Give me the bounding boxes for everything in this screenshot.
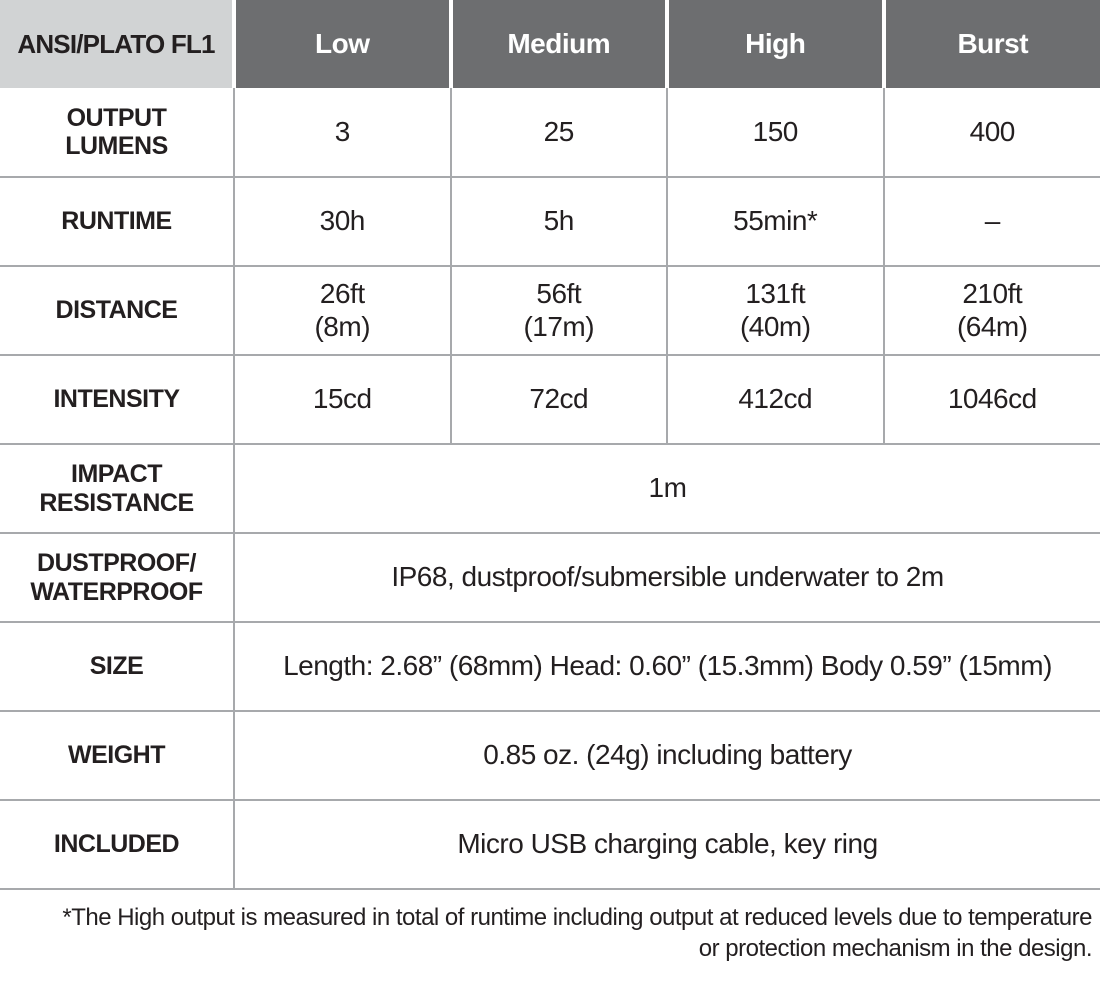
corner-header-ansi-plato-fl1: ANSI/PLATO FL1 [0,0,234,88]
cell-line: 3 [334,115,350,147]
row-label [0,88,234,177]
row-label-line: INCLUDED [53,830,180,859]
row-label-line: RUNTIME [61,207,172,236]
cell-line: 1046cd [947,383,1037,415]
value-cell [667,266,884,355]
value-cell-merged: 1m [234,444,1100,533]
spec-row-output-lumens [0,88,1100,177]
footnote [0,890,1100,964]
cell-line: 400 [969,115,1015,147]
row-label [0,355,234,444]
row-label [0,711,234,800]
column-header-high: High [667,0,884,88]
value-cell [884,88,1100,177]
row-label [0,444,234,533]
footnote-line: *The High output is measured in total of runtime including output at reduced levels due to temperature [62,904,1092,931]
spec-row-intensity [0,355,1100,444]
value-cell [667,355,884,444]
row-label-line: WEIGHT [68,741,165,770]
row-label [0,800,234,889]
cell-line: – [984,205,1000,237]
cell-line: 26ft [319,278,365,310]
row-label [0,177,234,266]
value-cell [884,177,1100,266]
row-label-line: RESISTANCE [39,488,194,517]
cell-line: 150 [752,115,798,147]
value-cell-merged: Micro USB charging cable, key ring [234,800,1100,889]
value-cell [451,177,668,266]
spec-row-runtime [0,177,1100,266]
value-cell-merged: 0.85 oz. (24g) including battery [234,711,1100,800]
value-cell-merged: Length: 2.68” (68mm) Head: 0.60” (15.3mm) Body 0.59” (15mm) [234,622,1100,711]
row-label [0,266,234,355]
spec-row-included [0,800,1100,889]
cell-line: (40m) [739,310,811,342]
footnote-line: or protection mechanism in the design. [698,935,1092,963]
spec-row-weight [0,711,1100,800]
cell-line: 15cd [312,383,372,415]
cell-line: 55min* [733,205,818,237]
row-label-line: INTENSITY [53,385,180,414]
spec-row-impact-resistance [0,444,1100,533]
value-cell [451,266,668,355]
value-cell [667,177,884,266]
cell-line: 210ft [962,278,1023,310]
value-cell [884,266,1100,355]
value-cell-merged: IP68, dustproof/submersible underwater to 2m [234,533,1100,622]
row-label [0,622,234,711]
spec-row-size [0,622,1100,711]
value-cell [234,266,451,355]
cell-line: (17m) [523,310,595,342]
row-label-line: WATERPROOF [30,577,203,606]
value-cell [451,88,668,177]
cell-line: 56ft [536,278,582,310]
row-label-line: OUTPUT [66,103,167,132]
row-label [0,533,234,622]
row-label-line: IMPACT [71,460,162,488]
value-cell [451,355,668,444]
cell-line: (8m) [314,310,371,342]
cell-line: 412cd [738,383,813,415]
cell-line: 25 [543,115,574,147]
value-cell [884,355,1100,444]
column-header-low: Low [234,0,451,88]
cell-line: 131ft [745,278,806,310]
row-label-line: DUSTPROOF/ [37,549,196,577]
row-label-line: DISTANCE [55,296,178,325]
value-cell [234,177,451,266]
value-cell [234,355,451,444]
column-header-medium: Medium [451,0,668,88]
cell-line: 30h [319,205,365,237]
spec-row-distance [0,266,1100,355]
row-label-line: SIZE [89,652,144,681]
cell-line: 72cd [529,383,589,415]
value-cell [667,88,884,177]
value-cell [234,88,451,177]
table-header-row [0,0,1100,88]
row-label-line: LUMENS [65,132,168,160]
spec-row-dustproof-waterproof [0,533,1100,622]
cell-line: 5h [543,205,574,237]
cell-line: (64m) [956,310,1028,342]
column-header-burst: Burst [884,0,1100,88]
